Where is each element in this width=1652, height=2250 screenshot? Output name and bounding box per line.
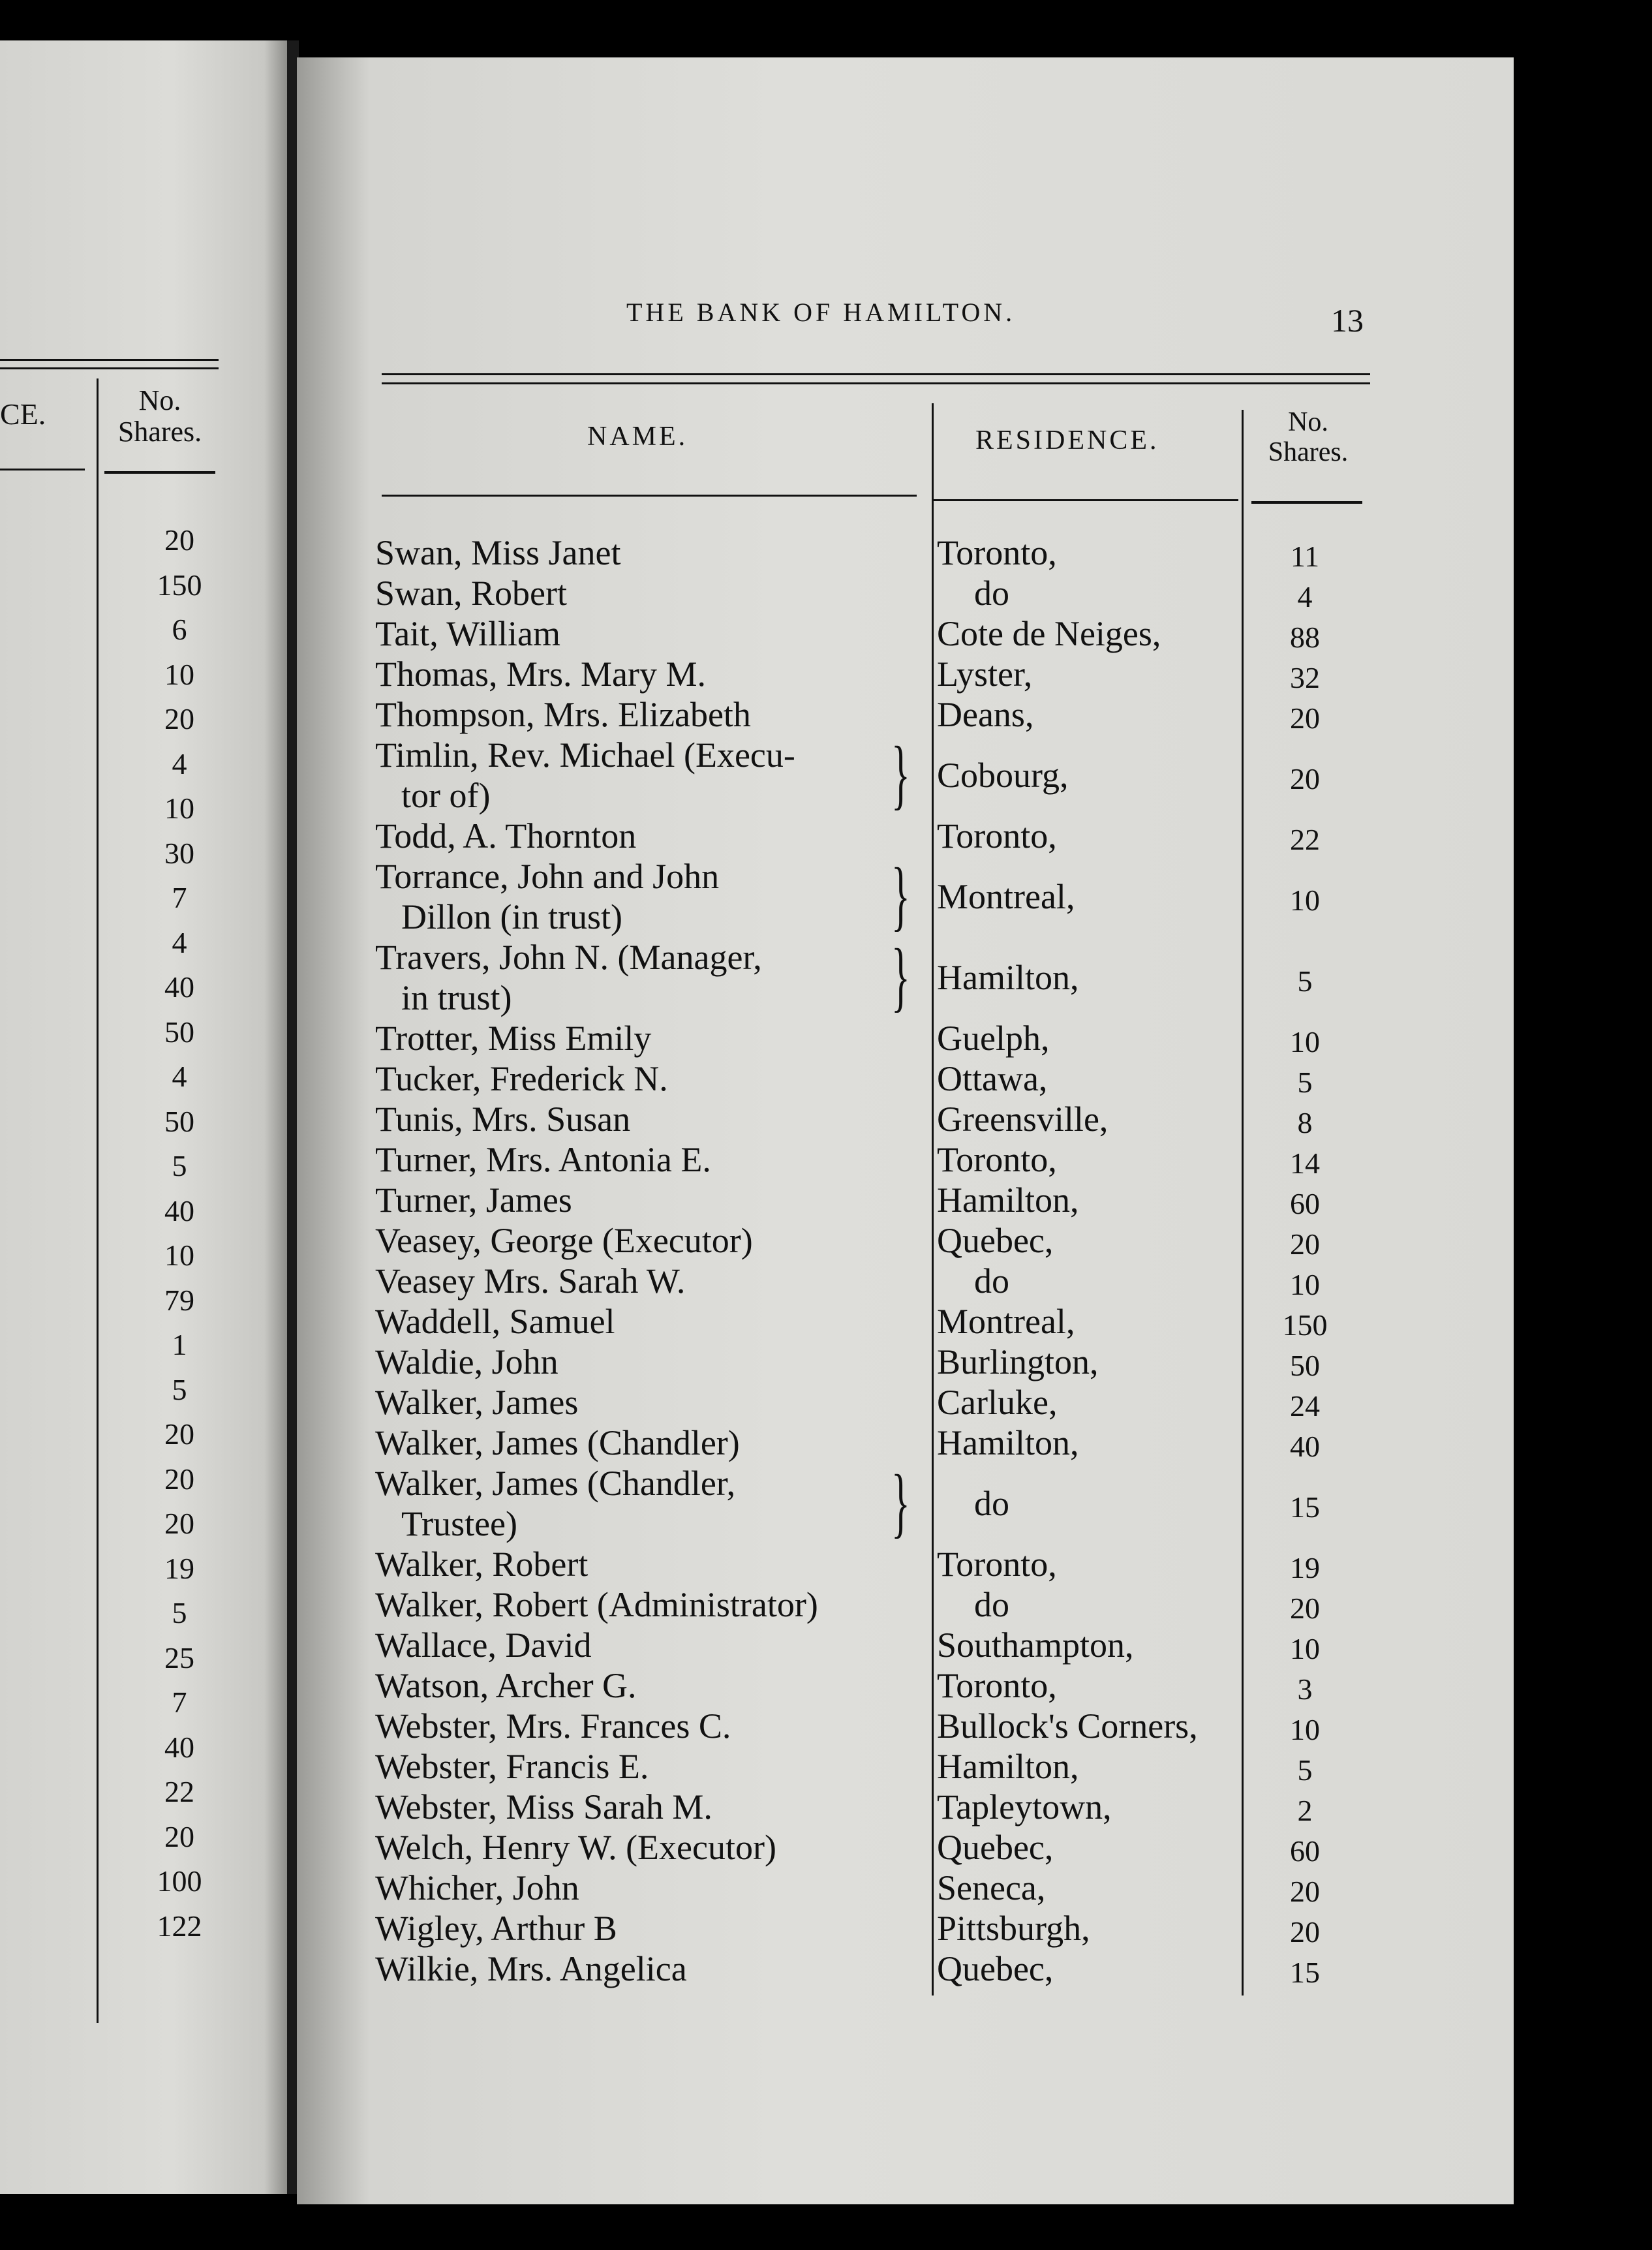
row-shares: 5 [1297,1753,1313,1787]
top-double-rule-2 [382,382,1370,384]
row-name: Turner, Mrs. Antonia E. [375,1140,711,1179]
row-name: Veasey Mrs. Sarah W. [375,1261,686,1301]
row-residence: Hamilton, [937,1747,1079,1786]
row-name: Veasey, George (Executor) [375,1221,753,1260]
row-name: Tait, William [375,614,561,653]
left-share-value: 40 [164,1730,194,1764]
row-residence: Tapleytown, [937,1787,1112,1826]
row-shares: 40 [1290,1430,1320,1463]
row-residence: Hamilton, [937,958,1079,997]
row-residence: Montreal, [937,1302,1075,1341]
row-name: Webster, Francis E. [375,1747,649,1786]
left-share-value: 1 [172,1328,187,1361]
left-share-value: 4 [172,747,187,780]
row-shares: 14 [1290,1147,1320,1180]
row-residence: Deans, [937,695,1034,734]
left-share-value: 10 [164,657,194,691]
left-share-value: 22 [164,1775,194,1808]
row-residence: Toronto, [937,1545,1057,1584]
row-residence: Lyster, [937,655,1033,694]
row-residence: Guelph, [937,1019,1050,1058]
row-name: Swan, Robert [375,574,567,613]
brace-glyph: } [891,730,910,817]
row-shares: 60 [1290,1834,1320,1868]
left-share-value: 20 [164,1462,194,1496]
left-share-value: 7 [172,1686,187,1719]
row-residence: Seneca, [937,1868,1046,1907]
row-shares: 5 [1297,964,1313,998]
row-name: Tunis, Mrs. Susan [375,1100,631,1139]
row-shares: 8 [1297,1106,1313,1139]
left-share-value: 5 [172,1596,187,1629]
left-header-underline-1 [0,469,85,470]
column-divider-name-residence [932,403,934,1996]
left-share-value: 20 [164,1819,194,1853]
row-residence: Ottawa, [937,1059,1048,1098]
row-shares: 10 [1290,1268,1320,1301]
row-name: in trust) [401,978,512,1017]
row-shares: 10 [1290,884,1320,917]
row-residence: do [974,1484,1009,1523]
column-header-residence: RESIDENCE. [975,425,1159,455]
left-share-value: 20 [164,1417,194,1451]
left-share-value: 40 [164,1194,194,1227]
row-residence: Montreal, [937,877,1075,916]
left-share-value: 50 [164,1104,194,1138]
row-name: Wilkie, Mrs. Angelica [375,1949,687,1988]
row-shares: 20 [1290,1875,1320,1908]
row-name: Waldie, John [375,1342,558,1381]
row-shares: 19 [1290,1551,1320,1584]
row-residence: Quebec, [937,1828,1054,1867]
row-name: Waddell, Samuel [375,1302,615,1341]
left-share-value: 50 [164,1015,194,1049]
left-share-value: 20 [164,1507,194,1540]
row-residence: Southampton, [937,1626,1134,1665]
row-name: tor of) [401,776,491,815]
row-shares: 20 [1290,1592,1320,1625]
row-shares: 11 [1290,540,1320,573]
row-residence: Toronto, [937,1140,1057,1179]
left-column-header-residence: CE. [0,397,46,431]
row-name: Timlin, Rev. Michael (Execu- [375,735,795,775]
row-shares: 20 [1290,1915,1320,1949]
row-name: Travers, John N. (Manager, [375,938,762,977]
row-shares: 20 [1290,701,1320,735]
row-residence: Cote de Neiges, [937,614,1161,653]
page-number: 13 [1331,302,1364,339]
row-name: Walker, James [375,1383,579,1422]
left-share-value: 10 [164,1239,194,1272]
row-shares: 10 [1290,1713,1320,1746]
left-share-value: 150 [157,568,202,602]
row-name: Wallace, David [375,1626,592,1665]
row-shares: 60 [1290,1187,1320,1220]
row-residence: Hamilton, [937,1423,1079,1462]
row-shares: 5 [1297,1066,1313,1099]
header-underline-residence [932,499,1238,501]
row-residence: Quebec, [937,1949,1054,1988]
row-shares: 10 [1290,1632,1320,1665]
row-name: Welch, Henry W. (Executor) [375,1828,776,1867]
header-underline-shares [1251,501,1362,504]
row-name: Thomas, Mrs. Mary M. [375,655,706,694]
left-share-value: 20 [164,523,194,557]
row-residence: Burlington, [937,1342,1099,1381]
left-top-rule-2 [0,367,219,369]
left-top-rule-1 [0,359,219,361]
row-residence: Carluke, [937,1383,1058,1422]
row-name: Webster, Miss Sarah M. [375,1787,712,1826]
top-double-rule-1 [382,373,1370,375]
row-name: Swan, Miss Janet [375,533,621,572]
row-residence: do [974,1585,1009,1624]
left-share-value: 4 [172,925,187,959]
left-column-divider [97,378,99,2023]
row-shares: 15 [1290,1956,1320,1989]
row-shares: 24 [1290,1389,1320,1423]
row-residence: Greensville, [937,1100,1109,1139]
row-residence: Quebec, [937,1221,1054,1260]
row-name: Watson, Archer G. [375,1666,637,1705]
row-shares: 20 [1290,1227,1320,1261]
row-name: Wigley, Arthur B [375,1909,617,1948]
left-share-value: 40 [164,970,194,1004]
row-name: Walker, Robert (Administrator) [375,1585,818,1624]
row-name: Whicher, John [375,1868,579,1907]
left-share-value: 30 [164,836,194,870]
row-residence: Toronto, [937,816,1057,855]
brace-glyph: } [891,932,910,1019]
running-head: THE BANK OF HAMILTON. [626,298,1016,327]
left-share-value: 5 [172,1149,187,1182]
row-name: Trotter, Miss Emily [375,1019,652,1058]
left-share-value: 100 [157,1864,202,1898]
row-shares: 10 [1290,1025,1320,1058]
row-residence: do [974,1261,1009,1301]
left-column-header-shares: No. Shares. [117,384,202,448]
row-shares: 4 [1297,580,1313,613]
row-residence: Bullock's Corners, [937,1706,1198,1746]
row-name: Webster, Mrs. Frances C. [375,1706,731,1746]
left-share-value: 25 [164,1641,194,1674]
row-name: Walker, James (Chandler, [375,1464,736,1503]
row-name: Walker, James (Chandler) [375,1423,740,1462]
left-header-underline-2 [104,471,215,474]
row-shares: 22 [1290,823,1320,856]
row-residence: Hamilton, [937,1180,1079,1220]
left-share-value: 122 [157,1909,202,1943]
row-residence: Toronto, [937,1666,1057,1705]
left-share-value: 6 [172,613,187,646]
row-shares: 20 [1290,762,1320,795]
left-share-value: 4 [172,1060,187,1093]
row-residence: do [974,574,1009,613]
row-residence: Cobourg, [937,756,1069,795]
row-name: Tucker, Frederick N. [375,1059,668,1098]
row-shares: 2 [1297,1794,1313,1827]
row-name: Thompson, Mrs. Elizabeth [375,695,751,734]
column-divider-residence-shares [1242,410,1244,1996]
row-name: Walker, Robert [375,1545,589,1584]
row-name: Todd, A. Thornton [375,816,637,855]
brace-glyph: } [891,1458,910,1545]
row-name: Trustee) [401,1504,518,1543]
left-share-value: 10 [164,792,194,825]
row-residence: Toronto, [937,533,1057,572]
row-shares: 88 [1290,621,1320,654]
row-shares: 150 [1282,1308,1328,1342]
brace-glyph: } [891,852,910,938]
row-shares: 50 [1290,1349,1320,1382]
row-name: Torrance, John and John [375,857,720,896]
row-shares: 32 [1290,661,1320,694]
left-share-value: 20 [164,702,194,735]
left-share-value: 19 [164,1551,194,1585]
header-underline-name [382,495,917,497]
left-share-value: 7 [172,881,187,914]
row-name: Turner, James [375,1180,572,1220]
row-shares: 3 [1297,1672,1313,1706]
column-header-name: NAME. [587,422,688,452]
column-header-shares: No. Shares. [1268,407,1349,468]
row-residence: Pittsburgh, [937,1909,1090,1948]
left-share-value: 79 [164,1283,194,1317]
left-share-value: 5 [172,1372,187,1406]
row-shares: 15 [1290,1490,1320,1524]
row-name: Dillon (in trust) [401,897,622,936]
